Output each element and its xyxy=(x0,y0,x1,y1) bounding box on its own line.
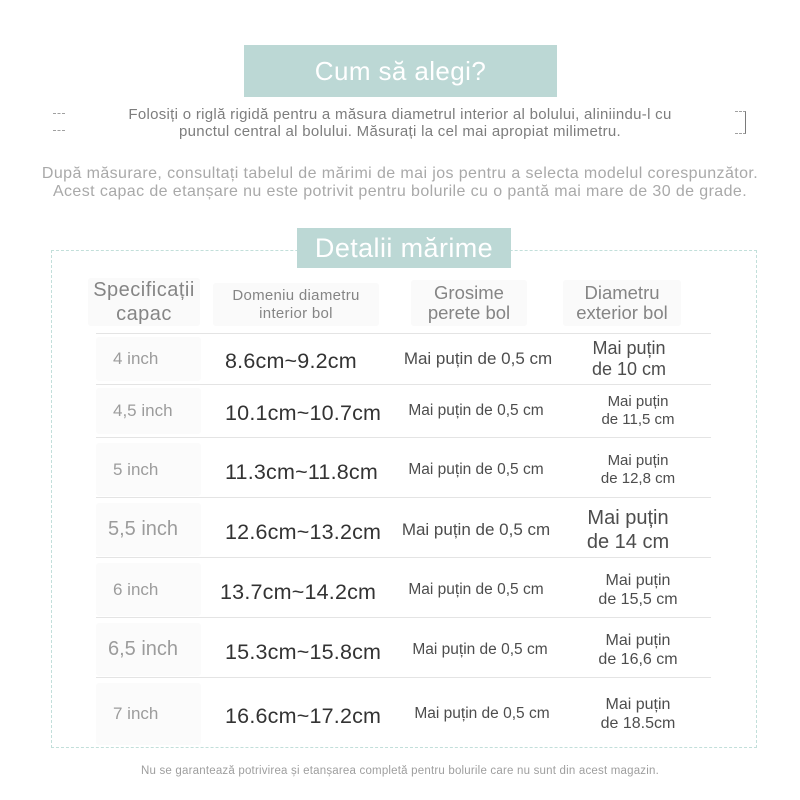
outer-diameter xyxy=(577,385,699,437)
outer-diameter xyxy=(568,334,690,384)
outer-diameter-line: de 10 cm xyxy=(591,359,667,379)
compatibility-disclaimer: Nu se garantează potrivirea și etanșarea completă pentru bolurile care nu sunt din acest magazin. xyxy=(140,765,660,777)
inner-diameter-range: 16.6cm~17.2cm xyxy=(225,704,382,728)
column-header-outer-diameter xyxy=(563,280,681,326)
outer-diameter-line: Mai puțin xyxy=(587,506,669,529)
how-to-choose-title: Cum să alegi? xyxy=(314,55,487,86)
outer-diameter-line: de 12,8 cm xyxy=(600,469,676,487)
wall-thickness: Mai puțin de 0,5 cm xyxy=(408,460,544,478)
column-header-line: Domeniu diametru xyxy=(232,286,360,304)
size-details-banner xyxy=(297,228,511,268)
inner-diameter-range: 15.3cm~15.8cm xyxy=(225,639,382,664)
inner-diameter-range: 13.7cm~14.2cm xyxy=(220,579,377,604)
outer-diameter xyxy=(577,440,699,499)
table-row xyxy=(96,560,711,619)
column-header-lid-spec xyxy=(88,278,200,326)
column-header-wall-thickness xyxy=(411,280,527,326)
column-header-line: perete bol xyxy=(427,302,511,323)
instruction-line: Folosiți o riglă rigidă pentru a măsura diametrul interior al bolului, aliniindu-l cu xyxy=(128,106,672,123)
inner-diameter-range: 12.6cm~13.2cm xyxy=(225,519,382,544)
outer-diameter-line: de 14 cm xyxy=(586,530,670,553)
note-line: După măsurare, consultați tabelul de mărimi de mai jos pentru a selecta modelul corespunzător. xyxy=(41,165,759,182)
column-header-line: interior bol xyxy=(259,304,333,322)
column-header-line: exterior bol xyxy=(576,302,668,323)
table-row xyxy=(96,440,711,499)
inner-diameter-range: 11.3cm~11.8cm xyxy=(225,459,378,484)
lid-size: 7 inch xyxy=(96,683,201,745)
instruction-line: punctul central al bolului. Măsurați la cel mai apropiat milimetru. xyxy=(179,123,621,140)
outer-diameter-line: Mai puțin xyxy=(592,338,666,358)
outer-diameter-line: Mai puțin xyxy=(607,451,669,469)
outer-diameter xyxy=(577,620,699,679)
column-header-inner-diameter xyxy=(213,283,379,326)
lid-size: 5,5 inch xyxy=(96,503,201,556)
column-header-line: capac xyxy=(116,303,172,325)
wall-thickness: Mai puțin de 0,5 cm xyxy=(414,705,550,722)
row-divider xyxy=(96,437,711,438)
size-details-title: Detalii mărime xyxy=(314,232,494,263)
table-row xyxy=(96,680,711,748)
lid-size: 5 inch xyxy=(96,443,201,496)
outer-diameter xyxy=(567,500,689,559)
lid-size: 4,5 inch xyxy=(96,388,201,434)
wall-thickness: Mai puțin de 0,5 cm xyxy=(408,402,544,419)
wall-thickness: Mai puțin de 0,5 cm xyxy=(403,349,553,368)
outer-diameter-line: Mai puțin xyxy=(605,571,671,589)
selection-note xyxy=(0,165,800,201)
how-to-choose-banner xyxy=(244,45,557,97)
table-row xyxy=(96,385,711,437)
outer-diameter xyxy=(577,560,699,619)
outer-diameter-line: Mai puțin xyxy=(607,393,669,410)
table-row xyxy=(96,620,711,679)
outer-diameter-line: de 18.5cm xyxy=(600,715,676,732)
measuring-instructions xyxy=(0,106,800,140)
column-header-line: Specificații xyxy=(93,279,195,301)
inner-diameter-range: 10.1cm~10.7cm xyxy=(225,401,382,425)
outer-diameter-line: de 16,6 cm xyxy=(598,650,678,668)
note-line: Acest capac de etanșare nu este potrivit pentru bolurile cu o pantă mai mare de 30 de grade. xyxy=(52,183,748,200)
lid-size: 6 inch xyxy=(96,563,201,616)
table-row xyxy=(96,334,711,384)
outer-diameter-line: de 11,5 cm xyxy=(601,411,675,428)
table-row xyxy=(96,500,711,559)
wall-thickness: Mai puțin de 0,5 cm xyxy=(412,640,548,658)
lid-size: 6,5 inch xyxy=(96,623,201,676)
wall-thickness: Mai puțin de 0,5 cm xyxy=(401,519,551,539)
outer-diameter-line: Mai puțin xyxy=(605,631,671,649)
column-header-line: Grosime xyxy=(434,282,504,303)
lid-size: 4 inch xyxy=(96,337,201,381)
wall-thickness: Mai puțin de 0,5 cm xyxy=(408,580,544,598)
outer-diameter-line: de 15,5 cm xyxy=(598,590,678,608)
inner-diameter-range: 8.6cm~9.2cm xyxy=(225,349,357,373)
column-header-line: Diametru xyxy=(584,282,660,303)
outer-diameter xyxy=(577,680,699,748)
outer-diameter-line: Mai puțin xyxy=(605,696,671,713)
